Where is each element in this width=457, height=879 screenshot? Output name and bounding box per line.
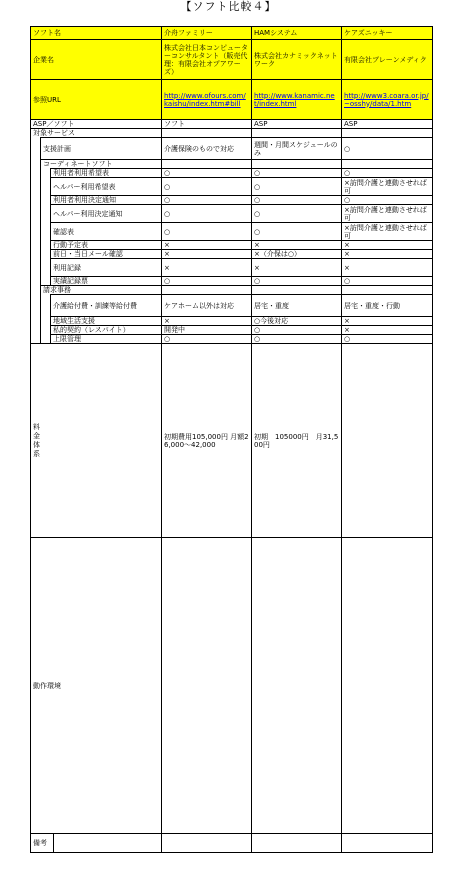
row-label: 確認表 bbox=[51, 223, 162, 241]
company-value: 株式会社カナミックネットワーク bbox=[252, 40, 342, 80]
cell-value: 居宅・重度 bbox=[252, 295, 342, 317]
product-name: ケアズニッキー bbox=[342, 27, 433, 40]
support-plan-label: 支援計画 bbox=[41, 138, 162, 160]
cell-value: ○ bbox=[342, 335, 433, 344]
cell-value: × bbox=[162, 317, 252, 326]
asp-row bbox=[31, 120, 433, 129]
environment-value bbox=[252, 538, 342, 834]
cell-value: ×訪問介護と連動させれば可 bbox=[342, 223, 433, 241]
notes-value bbox=[342, 834, 433, 853]
cell-value: ○ bbox=[162, 205, 252, 223]
cell-value: × bbox=[162, 259, 252, 277]
company-value: 株式会社日本コンピューターコンサルタント（販売代理：有限会社オプアワーズ） bbox=[162, 40, 252, 80]
row-label: ヘルパー利用希望表 bbox=[51, 178, 162, 196]
cell-value: ○ bbox=[252, 178, 342, 196]
table-row bbox=[31, 196, 433, 205]
company-label: 企業名 bbox=[31, 40, 162, 80]
cell-value: ○ bbox=[252, 326, 342, 335]
notes-row bbox=[31, 834, 433, 853]
cell-value: × bbox=[342, 317, 433, 326]
table-row bbox=[31, 335, 433, 344]
product-name: HAMシステム bbox=[252, 27, 342, 40]
coordinate-label: コーディネートソフト bbox=[41, 160, 162, 169]
billing-label: 請求事務 bbox=[41, 286, 162, 295]
support-plan-value: 週間・月間スケジュールのみ bbox=[252, 138, 342, 160]
cell-value: × bbox=[162, 241, 252, 250]
cell-value: ○ bbox=[252, 196, 342, 205]
company-row bbox=[31, 40, 433, 80]
table-row bbox=[31, 205, 433, 223]
fee-row bbox=[31, 344, 433, 538]
notes-value bbox=[162, 834, 252, 853]
row-label: 上限管理 bbox=[51, 335, 162, 344]
fee-value: 初期 105000円 月31,500円 bbox=[252, 344, 342, 538]
row-label: 利用者利用希望表 bbox=[51, 169, 162, 178]
asp-value: ASP bbox=[342, 120, 433, 129]
cell-value: ○ bbox=[252, 169, 342, 178]
services-row bbox=[31, 129, 433, 138]
fee-value bbox=[342, 344, 433, 538]
row-label: 介護給付費・訓練等給付費 bbox=[51, 295, 162, 317]
notes-value bbox=[252, 834, 342, 853]
environment-label: 動作環境 bbox=[31, 538, 162, 834]
cell-value: × bbox=[342, 259, 433, 277]
cell-value: × bbox=[342, 241, 433, 250]
row-label: 利用記録 bbox=[51, 259, 162, 277]
url-row bbox=[31, 80, 433, 120]
cell-value: ○ bbox=[252, 335, 342, 344]
comparison-table bbox=[30, 26, 433, 853]
row-label: 実績記録票 bbox=[51, 277, 162, 286]
asp-value: ASP bbox=[252, 120, 342, 129]
row-label: 私的契約（レスパイト） bbox=[51, 326, 162, 335]
cell-value: ○ bbox=[252, 223, 342, 241]
row-label: ヘルパー利用決定通知 bbox=[51, 205, 162, 223]
table-row bbox=[31, 326, 433, 335]
fee-value: 初期費用105,000円 月額26,000～42,000 bbox=[162, 344, 252, 538]
services-label: 対象サービス bbox=[31, 129, 162, 138]
cell-value: × bbox=[342, 250, 433, 259]
cell-value: ○ bbox=[162, 335, 252, 344]
cell-value: ○ bbox=[162, 196, 252, 205]
cell-value: ○ bbox=[342, 169, 433, 178]
cell-value: ○ bbox=[162, 169, 252, 178]
row-label: 前日・当日メール確認 bbox=[51, 250, 162, 259]
table-row bbox=[31, 241, 433, 250]
row-label: 利用者利用決定通知 bbox=[51, 196, 162, 205]
cell-value: ○ bbox=[162, 178, 252, 196]
notes-label: 備考 bbox=[31, 834, 54, 852]
support-plan-value: 介護保険のもので対応 bbox=[162, 138, 252, 160]
header-label: ソフト名 bbox=[31, 27, 162, 40]
cell-value: ○ bbox=[342, 277, 433, 286]
cell-value: ○ bbox=[342, 196, 433, 205]
url-label: 参照URL bbox=[31, 80, 162, 120]
cell-value: ×訪問介護と連動させれば可 bbox=[342, 205, 433, 223]
table-row bbox=[31, 223, 433, 241]
table-row bbox=[31, 250, 433, 259]
company-value: 有限会社ブレーンメディク bbox=[342, 40, 433, 80]
cell-value: 開発中 bbox=[162, 326, 252, 335]
cell-value: × bbox=[252, 241, 342, 250]
asp-label: ASP／ソフト bbox=[31, 120, 162, 129]
cell-value: ○ bbox=[252, 205, 342, 223]
cell-value: ○ bbox=[162, 277, 252, 286]
product-name: 介舟ファミリー bbox=[162, 27, 252, 40]
support-plan-row bbox=[31, 138, 433, 160]
row-label: 地域生活支援 bbox=[51, 317, 162, 326]
reference-link[interactable]: http://www.ofours.com/kaishu/index.htm#bill bbox=[164, 91, 246, 108]
cell-value: ○ bbox=[252, 277, 342, 286]
page-title: 【ソフト比較４】 bbox=[180, 0, 277, 13]
cell-value: ×（介保は○） bbox=[252, 250, 342, 259]
cell-value: 居宅・重度・行動 bbox=[342, 295, 433, 317]
support-plan-value: ○ bbox=[342, 138, 433, 160]
cell-value: ○今後対応 bbox=[252, 317, 342, 326]
billing-row bbox=[31, 286, 433, 295]
environment-value bbox=[342, 538, 433, 834]
reference-link[interactable]: http://www.kanamic.net/index.html bbox=[254, 91, 335, 108]
table-row bbox=[31, 178, 433, 196]
environment-value bbox=[162, 538, 252, 834]
fee-label: 料金体系 bbox=[33, 422, 40, 458]
table-row bbox=[31, 317, 433, 326]
cell-value: ケアホーム以外は対応 bbox=[162, 295, 252, 317]
table-row bbox=[31, 259, 433, 277]
row-label: 行動予定表 bbox=[51, 241, 162, 250]
cell-value: ○ bbox=[162, 223, 252, 241]
table-row bbox=[31, 277, 433, 286]
environment-row bbox=[31, 538, 433, 834]
table-row bbox=[31, 169, 433, 178]
cell-value: × bbox=[342, 326, 433, 335]
asp-value: ソフト bbox=[162, 120, 252, 129]
cell-value: ×訪問介護と連動させれば可 bbox=[342, 178, 433, 196]
cell-value: × bbox=[252, 259, 342, 277]
coordinate-row bbox=[31, 160, 433, 169]
reference-link[interactable]: http://www3.coara.or.jp/~osshy/data/1.htm bbox=[344, 91, 429, 108]
cell-value: × bbox=[162, 250, 252, 259]
header-row bbox=[31, 27, 433, 40]
table-row bbox=[31, 295, 433, 317]
